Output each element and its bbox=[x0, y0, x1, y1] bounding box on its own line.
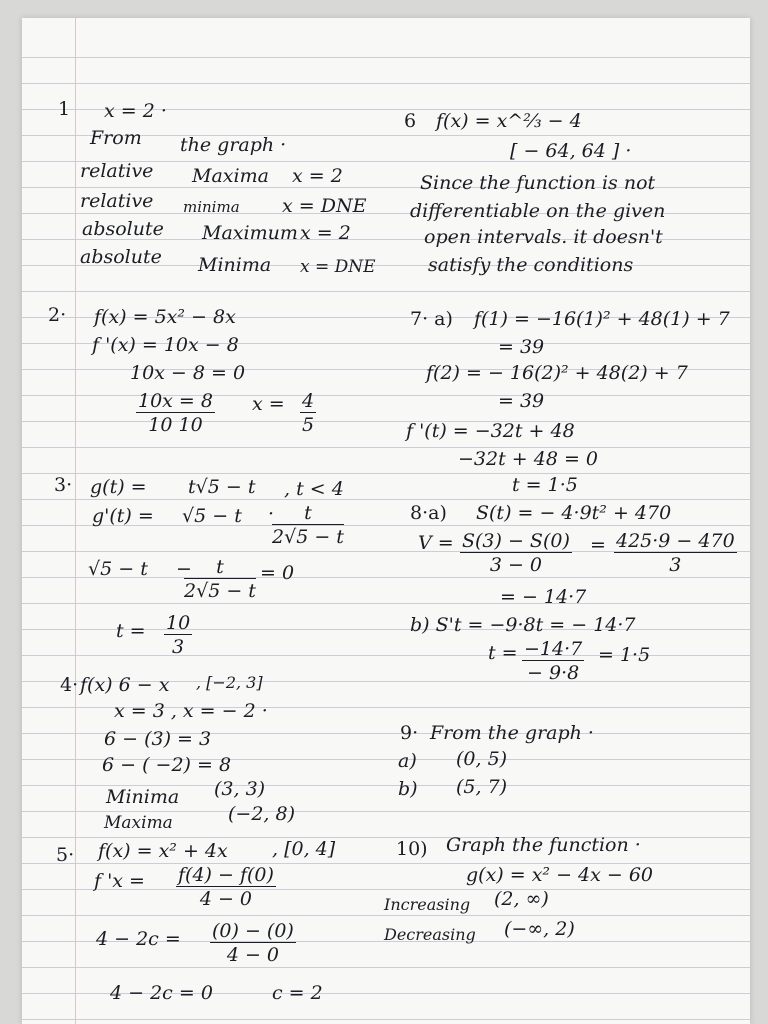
fraction-denominator: 3 bbox=[669, 554, 682, 576]
fraction bbox=[176, 864, 276, 910]
text-line: S(t) = − 4·9t² + 470 bbox=[476, 502, 672, 524]
problem-number: 1 bbox=[58, 98, 71, 120]
text-line: f(x) = x² + 4x bbox=[98, 840, 228, 862]
text-line: x = 2 bbox=[300, 222, 351, 244]
text-line: t = bbox=[116, 620, 146, 642]
fraction bbox=[272, 502, 344, 548]
text-line: 4 − 2c = bbox=[96, 928, 181, 950]
text-line: [ − 64, 64 ] · bbox=[510, 140, 632, 162]
text-line: From bbox=[90, 127, 142, 149]
fraction bbox=[522, 638, 584, 684]
text-line: f(1) = −16(1)² + 48(1) + 7 bbox=[474, 308, 730, 330]
fraction-denominator: 10 10 bbox=[148, 414, 203, 436]
text-line: , [0, 4] bbox=[272, 838, 336, 860]
text-line: = 0 bbox=[260, 562, 295, 584]
fraction-denominator: 4 − 0 bbox=[226, 944, 279, 966]
fraction-numerator: t bbox=[272, 502, 344, 525]
text-line: minima bbox=[183, 198, 240, 216]
text-line: x = 3 , x = − 2 · bbox=[114, 700, 268, 722]
text-line: , t < 4 bbox=[284, 478, 344, 500]
text-line: relative bbox=[80, 190, 154, 212]
text-line: f 'x = bbox=[94, 870, 145, 892]
text-line: x = 2 bbox=[292, 165, 343, 187]
text-line: f(x) = 5x² − 8x bbox=[94, 306, 236, 328]
text-line: f(x) = x^⅔ − 4 bbox=[436, 110, 582, 132]
text-line: 6 − (3) = 3 bbox=[104, 728, 212, 750]
text-line: = − 14·7 bbox=[500, 586, 587, 608]
text-line: (2, ∞) bbox=[494, 888, 549, 910]
problem-number: 4· bbox=[60, 674, 79, 696]
text-line: f '(t) = −32t + 48 bbox=[406, 420, 575, 442]
text-line: g(t) = bbox=[90, 476, 147, 498]
text-line: −32t + 48 = 0 bbox=[458, 448, 598, 470]
fraction-numerator: f(4) − f(0) bbox=[178, 864, 274, 886]
text-line: (−∞, 2) bbox=[504, 918, 575, 940]
text-line: t = bbox=[488, 642, 518, 664]
problem-number: 10) bbox=[396, 838, 428, 860]
fraction-denominator: 2√5 − t bbox=[184, 580, 256, 602]
fraction-denominator: 2√5 − t bbox=[272, 526, 344, 548]
text-line: x = 2 · bbox=[104, 100, 167, 122]
fraction-denominator: − 9·8 bbox=[527, 662, 580, 684]
text-line: = 1·5 bbox=[598, 644, 651, 666]
text-line: · bbox=[268, 503, 275, 525]
text-line: a) bbox=[398, 750, 417, 772]
text-line: f(x) 6 − x bbox=[80, 674, 170, 696]
text-line: Since the function is not bbox=[420, 172, 656, 194]
problem-number: 6 bbox=[404, 110, 417, 132]
problem-number: 9· bbox=[400, 722, 419, 744]
fraction bbox=[136, 390, 215, 436]
fraction-denominator: 5 bbox=[302, 414, 315, 436]
text-line: = 39 bbox=[498, 336, 545, 358]
text-line: 4 − 2c = 0 bbox=[110, 982, 213, 1004]
text-line: (0, 5) bbox=[456, 748, 508, 770]
text-line: (−2, 8) bbox=[228, 803, 296, 825]
text-line: Minima bbox=[198, 254, 272, 276]
fraction-numerator: 10x = 8 bbox=[138, 390, 213, 412]
text-line: = 39 bbox=[498, 390, 545, 412]
text-line: satisfy the conditions bbox=[428, 254, 634, 276]
text-line: Maxima bbox=[104, 813, 173, 833]
fraction-denominator: 3 bbox=[172, 636, 185, 658]
problem-number: 5· bbox=[56, 844, 75, 866]
problem-number: 3· bbox=[54, 474, 73, 496]
text-line: c = 2 bbox=[272, 982, 323, 1004]
text-line: 10x − 8 = 0 bbox=[130, 362, 246, 384]
text-line: Increasing bbox=[384, 895, 471, 914]
text-line: Maxima bbox=[192, 165, 269, 187]
text-line: differentiable on the given bbox=[410, 200, 666, 222]
text-line: Decreasing bbox=[384, 925, 476, 944]
margin-line bbox=[75, 18, 76, 1024]
fraction-numerator: 10 bbox=[166, 612, 191, 634]
text-line: relative bbox=[80, 160, 154, 182]
text-line: = bbox=[590, 534, 606, 556]
text-line: t = 1·5 bbox=[512, 474, 578, 496]
text-line: absolute bbox=[80, 246, 162, 268]
fraction-numerator: S(3) − S(0) bbox=[462, 530, 570, 552]
text-line: g(x) = x² − 4x − 60 bbox=[466, 864, 654, 886]
text-line: (5, 7) bbox=[456, 776, 508, 798]
fraction bbox=[300, 390, 316, 436]
text-line: √5 − t bbox=[88, 558, 148, 580]
fraction bbox=[164, 612, 192, 658]
fraction-denominator: 4 − 0 bbox=[199, 888, 253, 910]
text-line: Maximum bbox=[202, 222, 298, 244]
text-line: g'(t) = bbox=[92, 505, 154, 527]
text-line: f(2) = − 16(2)² + 48(2) + 7 bbox=[426, 362, 688, 384]
text-line: b) bbox=[398, 778, 418, 800]
fraction bbox=[460, 530, 572, 576]
text-line: the graph · bbox=[180, 134, 287, 156]
text-line: b) S't = −9·8t = − 14·7 bbox=[410, 614, 636, 636]
text-line: Graph the function · bbox=[446, 834, 641, 856]
text-line: 6 − ( −2) = 8 bbox=[102, 754, 232, 776]
text-line: , [−2, 3] bbox=[196, 673, 263, 692]
fraction bbox=[184, 556, 256, 602]
fraction bbox=[210, 920, 296, 966]
fraction bbox=[614, 530, 737, 576]
text-line: x = bbox=[252, 393, 285, 415]
fraction-numerator: (0) − (0) bbox=[212, 920, 294, 942]
fraction-numerator: t bbox=[184, 556, 256, 579]
text-line: Minima bbox=[106, 786, 180, 808]
text-line: absolute bbox=[82, 218, 164, 240]
text-line: V = bbox=[418, 532, 454, 554]
problem-number: 8·a) bbox=[410, 502, 447, 524]
fraction-numerator: 425·9 − 470 bbox=[616, 530, 735, 552]
text-line: − bbox=[176, 558, 192, 580]
text-line: open intervals. it doesn't bbox=[424, 226, 663, 248]
problem-number: 7· a) bbox=[410, 308, 453, 330]
text-line: t√5 − t bbox=[188, 476, 256, 498]
fraction-numerator: 4 bbox=[302, 390, 315, 412]
text-line: √5 − t bbox=[182, 505, 242, 527]
text-line: (3, 3) bbox=[214, 778, 266, 800]
text-line: x = DNE bbox=[282, 195, 367, 217]
fraction-denominator: 3 − 0 bbox=[489, 554, 543, 576]
problem-number: 2· bbox=[48, 304, 67, 326]
text-line: f '(x) = 10x − 8 bbox=[92, 334, 239, 356]
text-line: x = DNE bbox=[300, 257, 376, 277]
text-line: From the graph · bbox=[430, 722, 594, 744]
fraction-numerator: −14·7 bbox=[524, 638, 583, 660]
